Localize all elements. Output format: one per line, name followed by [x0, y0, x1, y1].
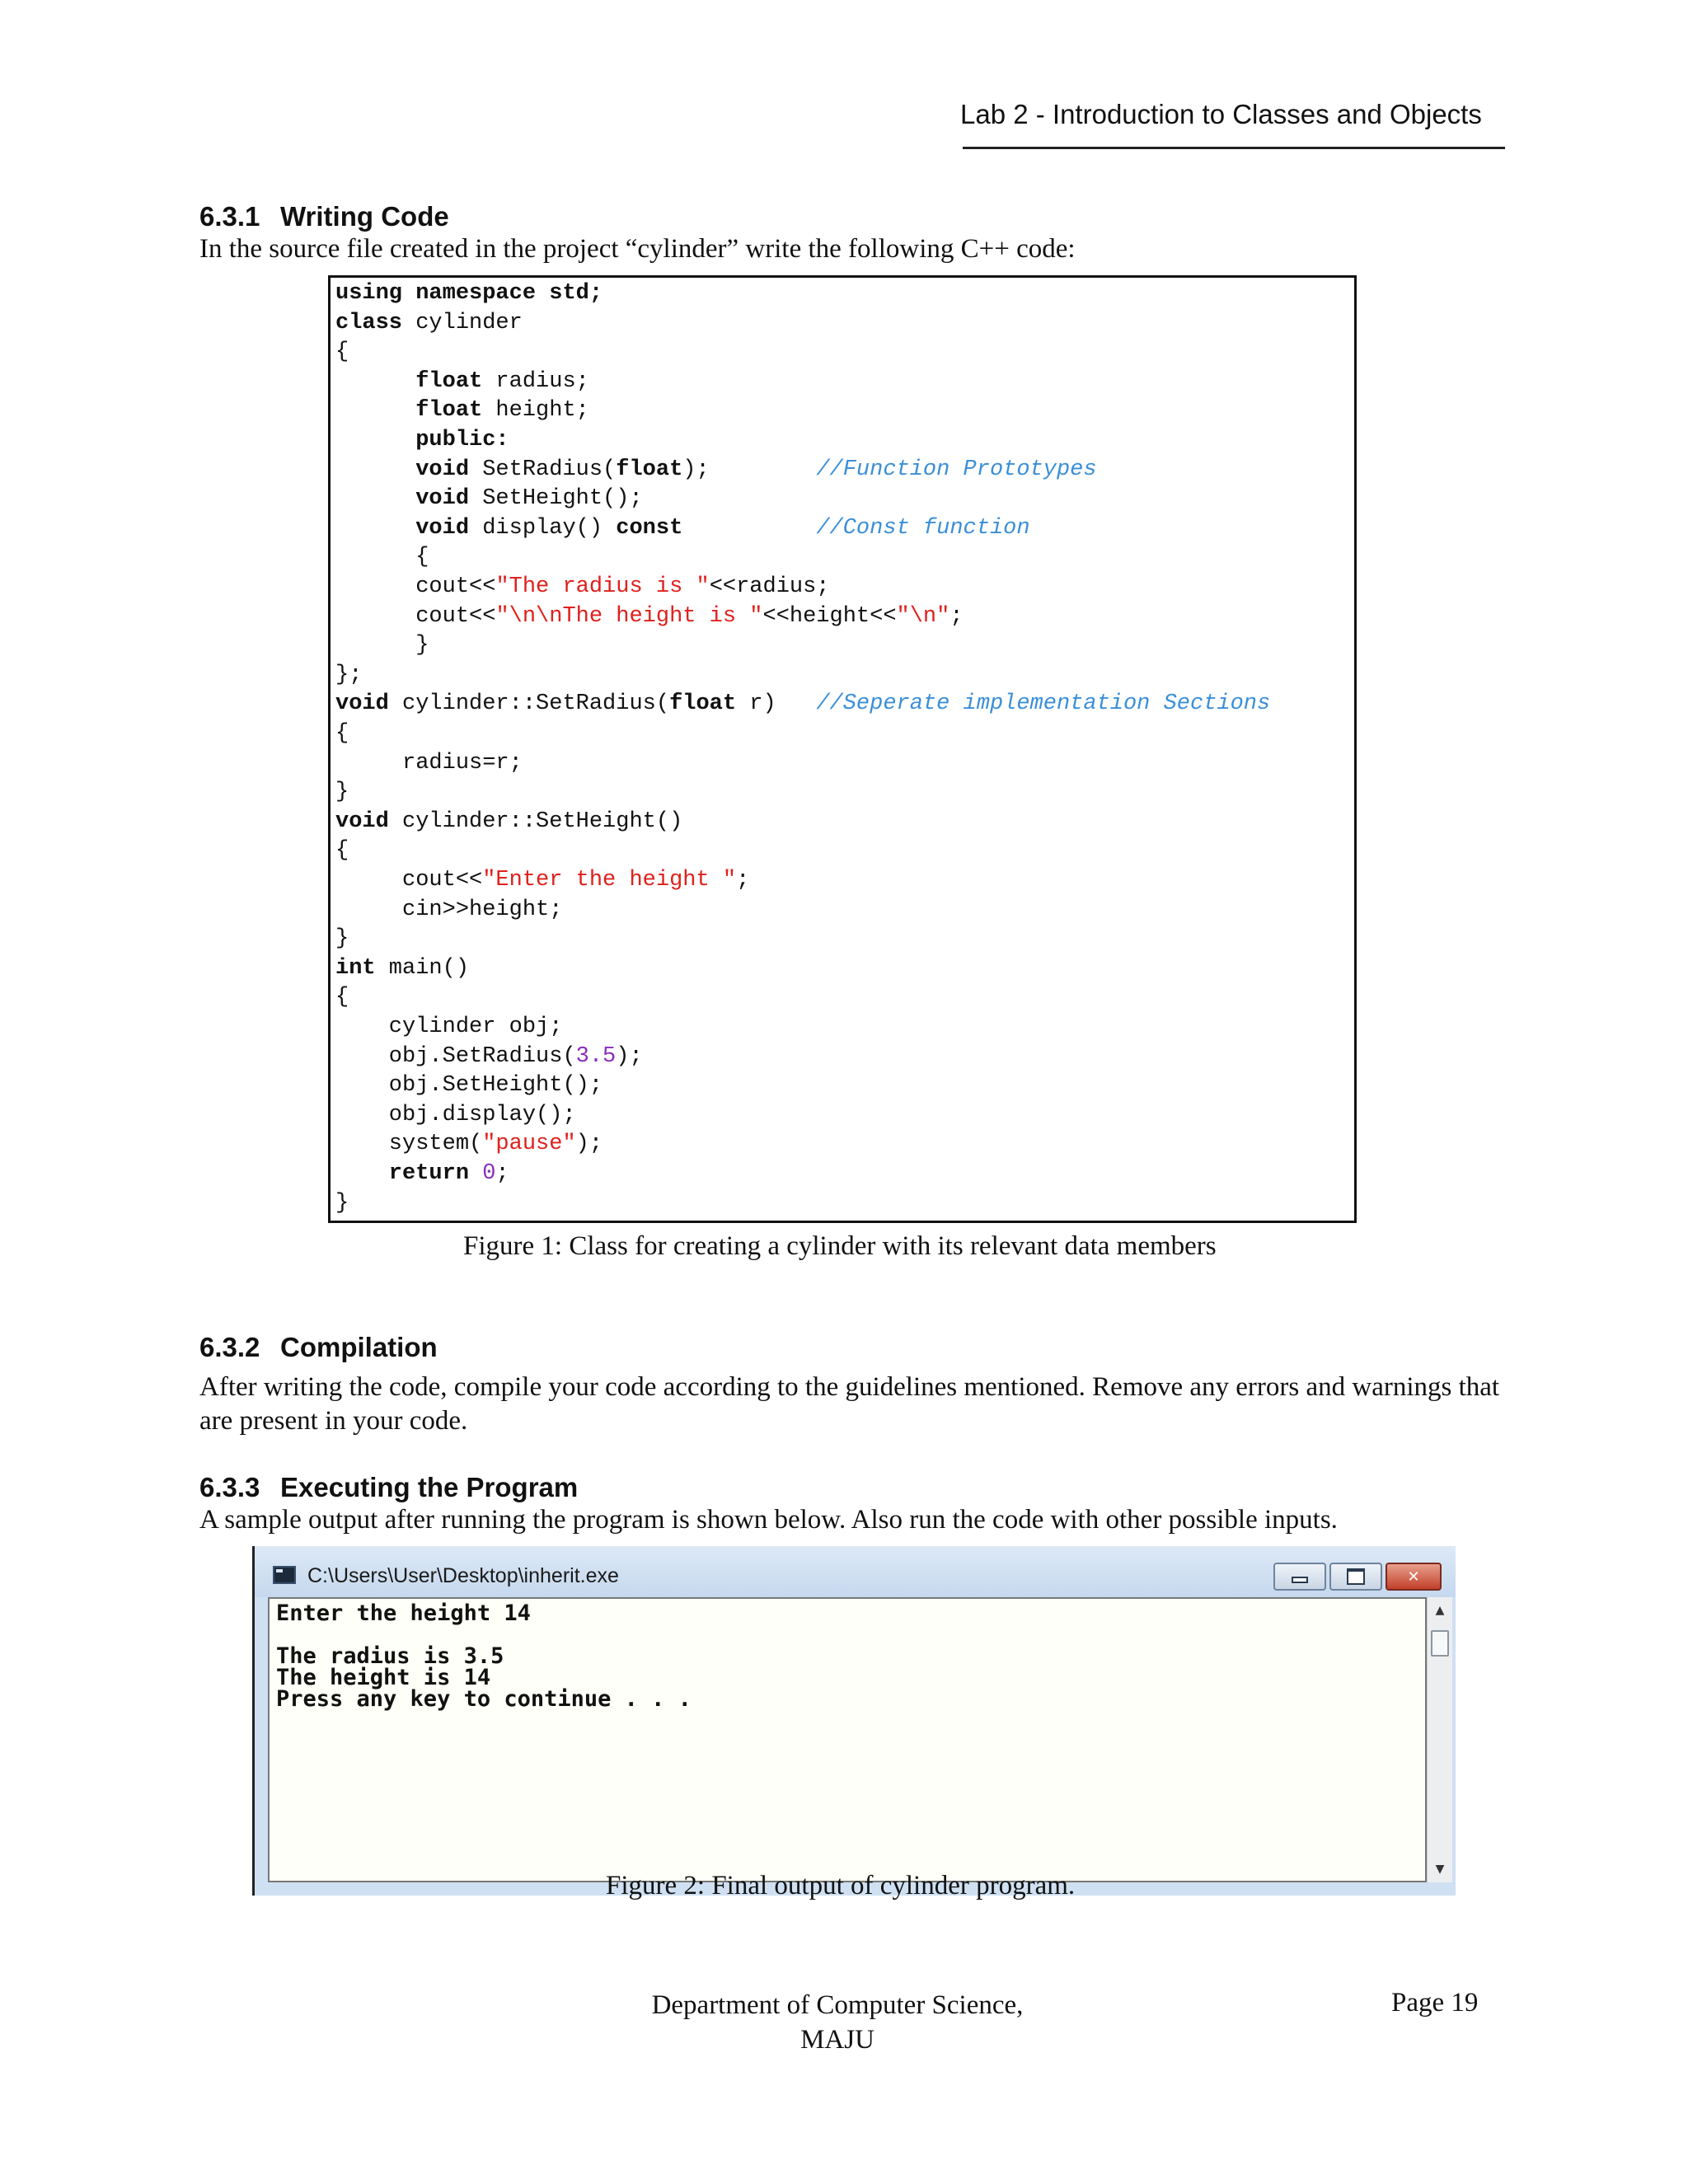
code-keyword: float [335, 398, 483, 424]
code-line [335, 1130, 603, 1160]
scrollbar-thumb[interactable] [1431, 1630, 1449, 1657]
figure-2-caption: Figure 2: Final output of cylinder program. [606, 1871, 1076, 1900]
code-text: cout<< [335, 574, 496, 599]
footer-department [528, 1988, 1147, 2057]
scroll-down-icon[interactable]: ▼ [1435, 1863, 1445, 1876]
code-text: cout<< [335, 603, 496, 629]
code-line [335, 719, 349, 749]
code-line [335, 896, 562, 926]
vertical-scrollbar[interactable] [1427, 1597, 1452, 1882]
code-keyword: using namespace std; [335, 281, 603, 306]
code-keyword: return [335, 1161, 470, 1186]
section-number: 6.3.3 [199, 1472, 260, 1502]
code-line [335, 837, 349, 866]
console-window-title: C:\Users\User\Desktop\inherit.exe [307, 1564, 619, 1587]
code-line [335, 396, 589, 426]
console-titlebar[interactable] [255, 1546, 1456, 1597]
code-keyword: int [335, 955, 376, 981]
code-string: "\n" [896, 603, 950, 629]
code-line [335, 456, 1097, 485]
footer-department-line: Department of Computer Science, [651, 1990, 1024, 2020]
code-text: display() [469, 515, 617, 541]
code-line [335, 573, 830, 602]
code-line [335, 1013, 562, 1043]
code-line [335, 631, 429, 661]
code-text: SetHeight(); [469, 486, 643, 512]
code-keyword: void [335, 457, 470, 482]
code-line [335, 749, 523, 779]
code-text: <<radius; [709, 574, 830, 599]
running-header: Lab 2 - Introduction to Classes and Objects [960, 99, 1482, 129]
code-line [335, 661, 362, 691]
minimize-button[interactable] [1273, 1563, 1326, 1591]
code-text [682, 516, 816, 541]
console-output-area[interactable] [268, 1597, 1427, 1882]
code-line [335, 983, 349, 1013]
section-number: 6.3.2 [199, 1332, 260, 1362]
code-keyword: class [335, 310, 403, 335]
code-text: { [335, 545, 429, 570]
code-line [335, 866, 749, 896]
code-line [335, 514, 1030, 544]
section-heading-executing [199, 1472, 578, 1503]
code-text: } [335, 926, 349, 952]
code-line [335, 338, 349, 368]
code-keyword: const [616, 515, 683, 541]
code-line [335, 485, 643, 514]
code-keyword: void [335, 486, 470, 512]
code-line [335, 426, 509, 456]
code-keyword: float [335, 368, 483, 394]
code-line [335, 954, 469, 984]
code-keyword: void [335, 691, 389, 717]
code-keyword: float [669, 691, 737, 717]
console-output-line: Enter the height 14 [276, 1601, 531, 1626]
figure-1-caption: Figure 1: Class for creating a cylinder with its relevant data members [463, 1231, 1217, 1261]
code-number: 3.5 [575, 1043, 617, 1069]
console-output-line: The height is 14 [276, 1665, 491, 1690]
code-text: <<height<< [762, 603, 897, 629]
code-text: } [335, 1190, 349, 1216]
close-button[interactable] [1386, 1563, 1442, 1591]
code-keyword: void [335, 808, 389, 834]
page-number: Page 19 [1391, 1988, 1479, 2018]
code-text: { [335, 985, 349, 1010]
code-keyword: public: [335, 428, 509, 452]
scroll-up-icon[interactable]: ▲ [1435, 1604, 1445, 1617]
code-text: obj.SetRadius( [335, 1043, 576, 1069]
code-text: radius=r; [335, 750, 523, 776]
code-string: "Enter the height " [482, 868, 737, 893]
code-text: cout<< [335, 868, 483, 893]
code-text: { [335, 340, 349, 365]
code-line [335, 1101, 576, 1131]
code-text: cylinder [402, 310, 523, 335]
header-rule [963, 147, 1505, 149]
code-string: "pause" [482, 1132, 576, 1157]
maximize-button[interactable] [1329, 1563, 1382, 1591]
code-line [335, 1160, 509, 1189]
code-string: "\n\nThe height is " [495, 603, 763, 629]
code-comment: //Function Prototypes [816, 457, 1097, 482]
code-text: ); [616, 1043, 643, 1069]
code-line [335, 1189, 349, 1219]
code-keyword: float [616, 457, 683, 482]
code-text: ); [575, 1132, 603, 1157]
code-text: obj.SetHeight(); [335, 1073, 603, 1099]
code-text: } [335, 780, 349, 805]
section-paragraph: After writing the code, compile your code according to the guidelines mentioned. Remove any errors and warnings that are present in your code. [199, 1372, 1500, 1436]
code-text: cylinder::SetHeight() [388, 808, 683, 834]
code-string: "The radius is " [495, 574, 710, 599]
code-text: obj.display(); [335, 1102, 576, 1127]
code-text: { [335, 838, 349, 864]
console-app-icon [273, 1566, 296, 1584]
section-heading-compilation [199, 1332, 438, 1363]
code-text: }; [335, 662, 363, 687]
code-number: 0 [482, 1161, 496, 1186]
section-heading-writing-code [199, 201, 449, 232]
code-text: height; [482, 398, 589, 424]
code-text: { [335, 721, 349, 746]
code-text: SetRadius( [469, 457, 617, 482]
close-icon: ✕ [1407, 1568, 1420, 1586]
code-keyword: void [335, 515, 470, 541]
code-line [335, 279, 603, 309]
code-line [335, 808, 682, 837]
code-line [335, 1043, 643, 1072]
code-text: ; [495, 1161, 509, 1186]
maximize-icon [1347, 1568, 1365, 1585]
code-line [335, 309, 523, 339]
code-comment: //Const function [816, 515, 1030, 541]
code-listing [328, 275, 1357, 1223]
code-text: cylinder::SetRadius( [388, 691, 670, 717]
code-text: r) [736, 691, 817, 717]
code-line [335, 1071, 603, 1101]
console-output-line: The radius is 3.5 [276, 1643, 504, 1669]
code-comment: //Seperate implementation Sections [816, 691, 1271, 717]
code-text: cylinder obj; [335, 1015, 563, 1039]
code-text: system( [335, 1132, 483, 1157]
code-text: } [335, 633, 429, 658]
section-title: Compilation [280, 1332, 438, 1362]
code-text: cin>>height; [335, 897, 563, 922]
code-line [335, 368, 589, 397]
code-text: radius; [482, 368, 589, 394]
code-line [335, 925, 349, 954]
section-paragraph: In the source file created in the project “cylinder” write the following C++ code: [199, 234, 1076, 264]
code-line [335, 690, 1270, 719]
code-text: main() [375, 955, 470, 981]
section-paragraph: A sample output after running the program is shown below. Also run the code with other possible inputs. [199, 1505, 1338, 1535]
code-line [335, 778, 349, 808]
console-window [252, 1546, 1456, 1896]
code-line [335, 543, 429, 573]
console-output-line: Press any key to continue . . . [276, 1686, 692, 1712]
code-text: ; [950, 603, 964, 629]
code-text: ; [736, 868, 750, 893]
footer-department-line: MAJU [800, 2025, 874, 2055]
section-number: 6.3.1 [199, 201, 260, 232]
section-title: Writing Code [280, 201, 449, 232]
minimize-icon [1292, 1577, 1308, 1583]
code-line [335, 602, 964, 632]
section-title: Executing the Program [280, 1472, 579, 1502]
code-text [469, 1161, 482, 1186]
code-text: ); [682, 457, 817, 482]
